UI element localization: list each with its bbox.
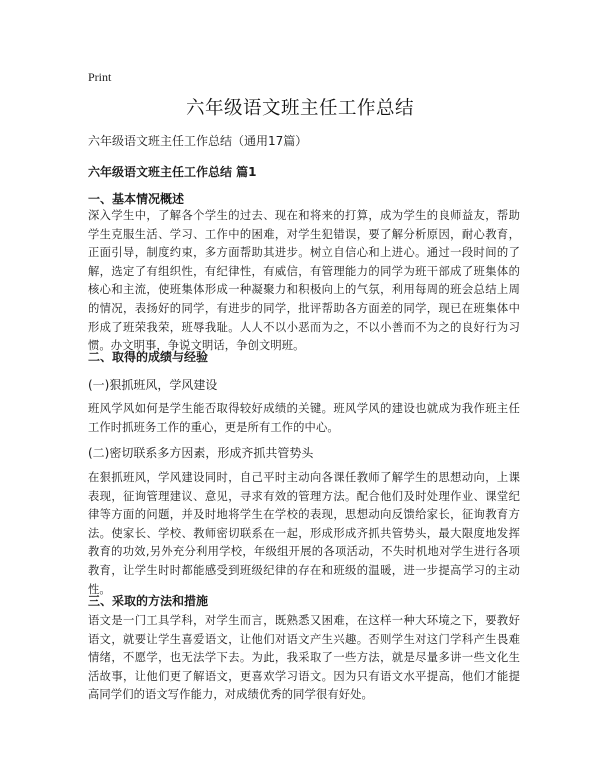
article-heading: 六年级语文班主任工作总结 篇1 <box>88 165 257 179</box>
section-heading-achievements: 二、取得的成绩与经验 <box>88 350 209 364</box>
subsection-paragraph-cooperation: 在狠抓班风，学风建设同时，自己平时主动向各课任教师了解学生的思想动向，上课表现，征询管理建议、意见，寻求有效的管理方法。配合他们及时处理作业、课堂纪律等方面的问题，并及时地将学生在学校的表现，思想动向反馈给家长，征询教育方法。使家长、学校、教师密切联系在一起，形成形成齐抓共管势头，最大限度地发挥教育的功效,另外充分利用学校，年级组开展的各项活动，不失时机地对学生进行各项教育，让学生时时都能感受到班级纪律的存在和班级的温暖，进一步提高学习的主动性。 <box>88 471 520 596</box>
subsection-heading-class-style: (一)狠抓班风，学风建设 <box>88 378 218 392</box>
subsection-heading-cooperation: (二)密切联系多方因素，形成齐抓共管势头 <box>88 446 314 460</box>
document-title: 六年级语文班主任工作总结 <box>185 98 414 119</box>
section-heading-basic-overview: 一、基本情况概述 <box>88 192 185 206</box>
print-label: Print <box>88 70 112 84</box>
document-subtitle: 六年级语文班主任工作总结（通用17篇） <box>88 134 308 148</box>
section-heading-methods: 三、采取的方法和措施 <box>88 594 209 608</box>
section-paragraph-methods: 语文是一门工具学科，对学生而言，既熟悉又困难，在这样一种大环境之下，要教好语文，就要让学生喜爱语文，让他们对语文产生兴趣。否则学生对这门学科产生畏难情绪，不愿学，也无法学下去。为此，我采取了一些方法，就是尽量多讲一些文化生活故事，让他们更了解语文，更喜欢学习语文。因为只有语文水平提高，他们才能提高同学们的语文写作能力，对成绩优秀的同学很有好处。 <box>88 614 520 702</box>
section-paragraph-basic-overview: 深入学生中，了解各个学生的过去、现在和将来的打算，成为学生的良师益友，帮助学生克服生活、学习、工作中的困难，对学生犯错误，要了解分析原因，耐心教育，正面引导，制度约束，多方面帮助其进步。树立自信心和上进心。通过一段时间的了解，选定了有组织性，有纪律性，有威信，有管理能力的同学为班干部成了班集体的核心和主流，使班集体形成一种凝聚力和积极向上的气氛，利用每周的班会总结上周的情况，表扬好的同学，有进步的同学，批评帮助各方面差的同学，现已在班集体中形成了班荣我荣，班辱我耻。人人不以小恶而为之，不以小善而不为之的良好行为习惯。办文明事，争说文明话，争创文明班。 <box>88 209 520 353</box>
subsection-paragraph-class-style: 班风学风如何是学生能否取得较好成绩的关键。班风学风的建设也就成为我作班主任工作时抓班务工作的重心，更是所有工作的中心。 <box>88 402 520 434</box>
